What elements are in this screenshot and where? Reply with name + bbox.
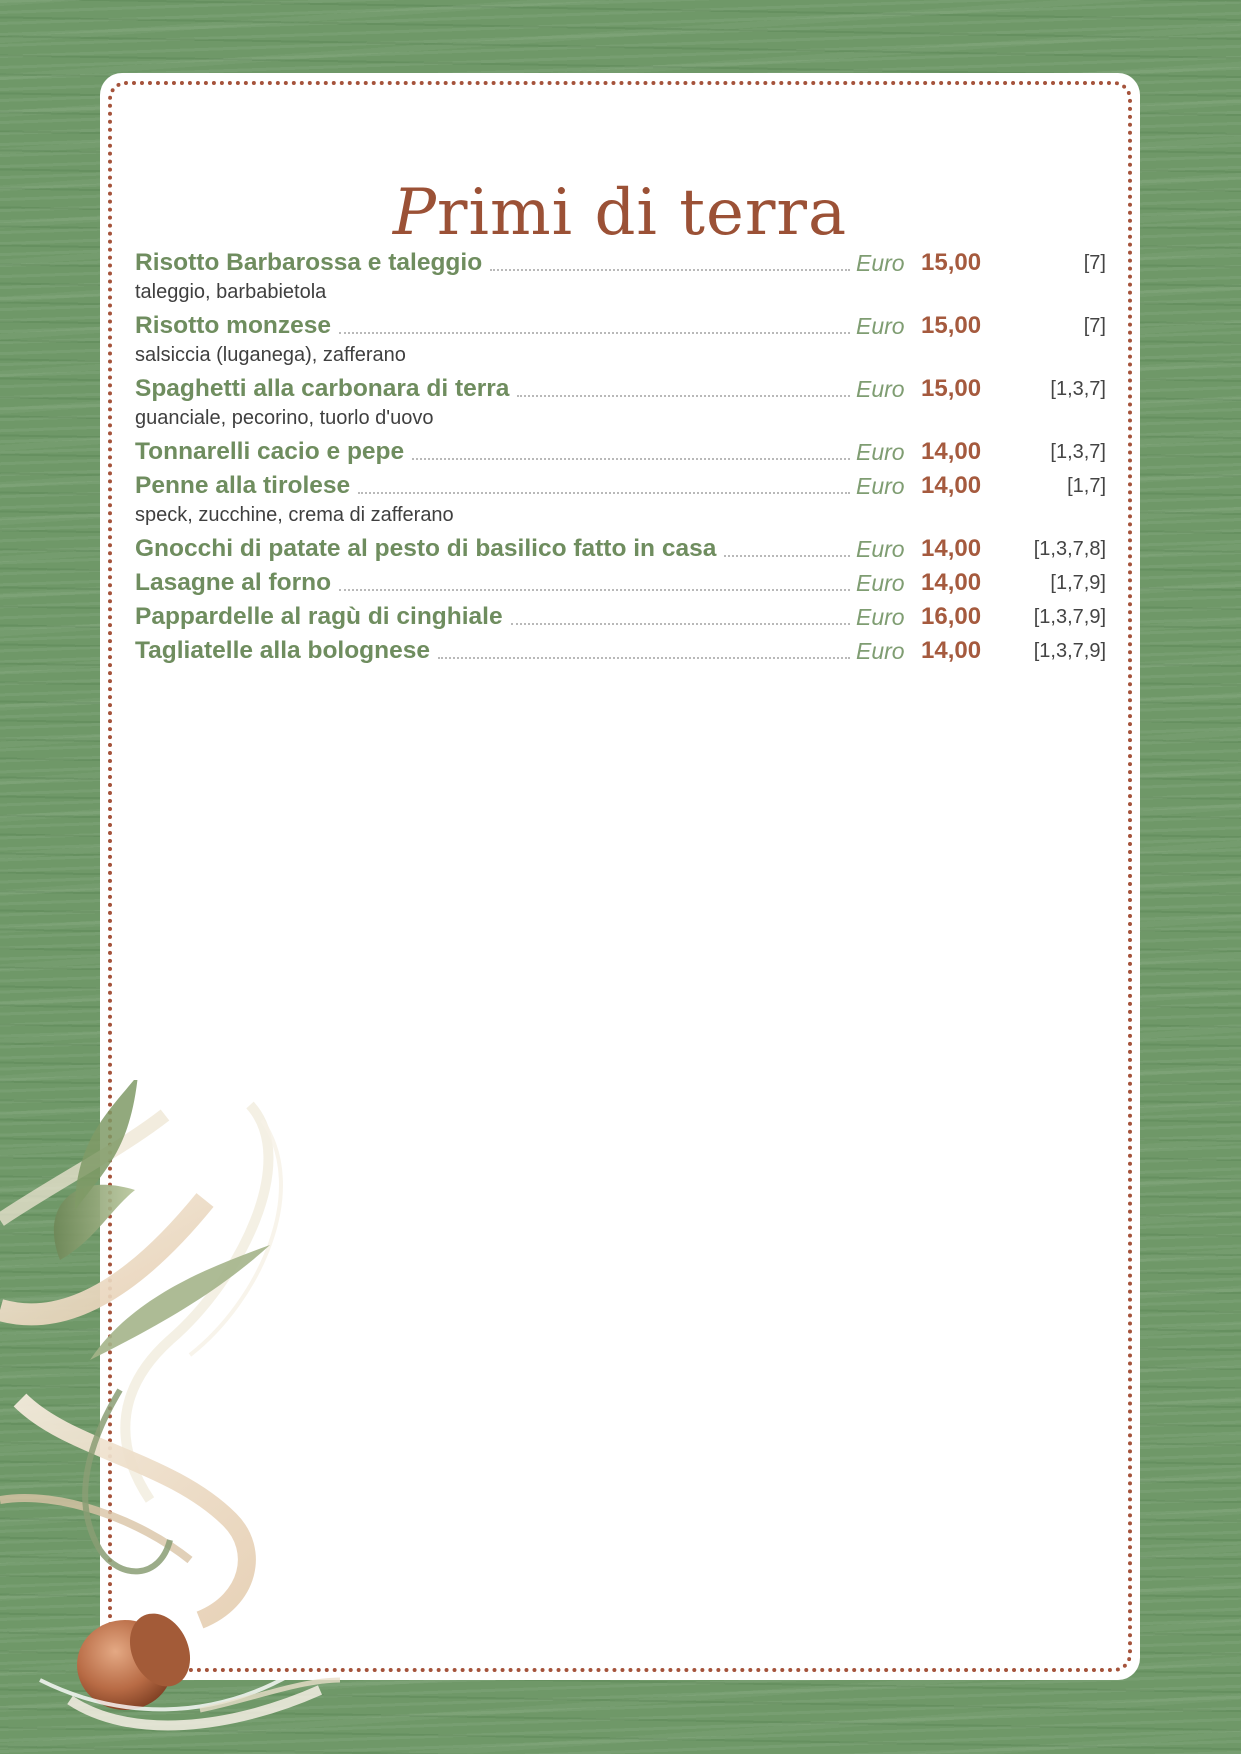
dish-description: salsiccia (luganega), zafferano — [135, 344, 406, 366]
menu-item — [135, 435, 1106, 469]
allergen-codes: [1,3,7,9] — [1033, 606, 1106, 628]
dot-leader — [339, 589, 850, 591]
dot-leader — [412, 458, 850, 460]
dish-name: Gnocchi di patate al pesto di basilico fatto in casa — [135, 535, 717, 562]
allergen-codes: [1,3,7] — [1050, 441, 1106, 463]
dish-description: guanciale, pecorino, tuorlo d'uovo — [135, 407, 434, 429]
dish-price: 15,00 — [921, 249, 982, 276]
menu-item — [135, 634, 1106, 668]
dish-description: speck, zucchine, crema di zafferano — [135, 504, 454, 526]
menu-item — [135, 566, 1106, 600]
currency-label: Euro — [856, 536, 905, 562]
allergen-codes: [1,7,9] — [1050, 572, 1106, 594]
dish-name: Lasagne al forno — [135, 569, 332, 596]
menu-item — [135, 309, 1106, 372]
dish-price: 14,00 — [921, 535, 982, 562]
dot-leader — [511, 623, 850, 625]
menu-item — [135, 469, 1106, 532]
menu-item — [135, 532, 1106, 566]
dish-price: 14,00 — [921, 472, 982, 499]
allergen-codes: [1,7] — [1067, 475, 1106, 497]
dish-name: Tagliatelle alla bolognese — [135, 637, 430, 664]
allergen-codes: [7] — [1083, 252, 1106, 274]
dot-leader — [358, 492, 850, 494]
dot-leader — [438, 657, 850, 659]
dot-leader — [339, 332, 850, 334]
menu-item — [135, 246, 1106, 309]
dish-price: 14,00 — [921, 637, 982, 664]
dish-name: Pappardelle al ragù di cinghiale — [135, 603, 503, 630]
currency-label: Euro — [856, 604, 905, 630]
currency-label: Euro — [856, 439, 905, 465]
dish-name: Tonnarelli cacio e pepe — [135, 438, 405, 465]
dot-leader — [517, 395, 850, 397]
dish-price: 15,00 — [921, 312, 982, 339]
allergen-codes: [1,3,7,8] — [1033, 538, 1106, 560]
allergen-codes: [1,3,7] — [1050, 378, 1106, 400]
dish-name: Risotto monzese — [135, 312, 332, 339]
currency-label: Euro — [856, 638, 905, 664]
dish-price: 16,00 — [921, 603, 982, 630]
currency-label: Euro — [856, 473, 905, 499]
dot-leader — [724, 555, 850, 557]
menu-item — [135, 372, 1106, 435]
currency-label: Euro — [856, 376, 905, 402]
dish-name: Risotto Barbarossa e taleggio — [135, 249, 483, 276]
dish-name: Penne alla tirolese — [135, 472, 351, 499]
dish-description: taleggio, barbabietola — [135, 281, 327, 303]
dish-name: Spaghetti alla carbonara di terra — [135, 375, 510, 402]
allergen-codes: [1,3,7,9] — [1033, 640, 1106, 662]
currency-label: Euro — [856, 250, 905, 276]
currency-label: Euro — [856, 313, 905, 339]
menu-item — [135, 600, 1106, 634]
page-title: Primi di terra — [392, 176, 848, 250]
dish-price: 15,00 — [921, 375, 982, 402]
dot-leader — [490, 269, 850, 271]
dish-price: 14,00 — [921, 438, 982, 465]
allergen-codes: [7] — [1083, 315, 1106, 337]
currency-label: Euro — [856, 570, 905, 596]
menu-list — [135, 246, 1106, 668]
dish-price: 14,00 — [921, 569, 982, 596]
